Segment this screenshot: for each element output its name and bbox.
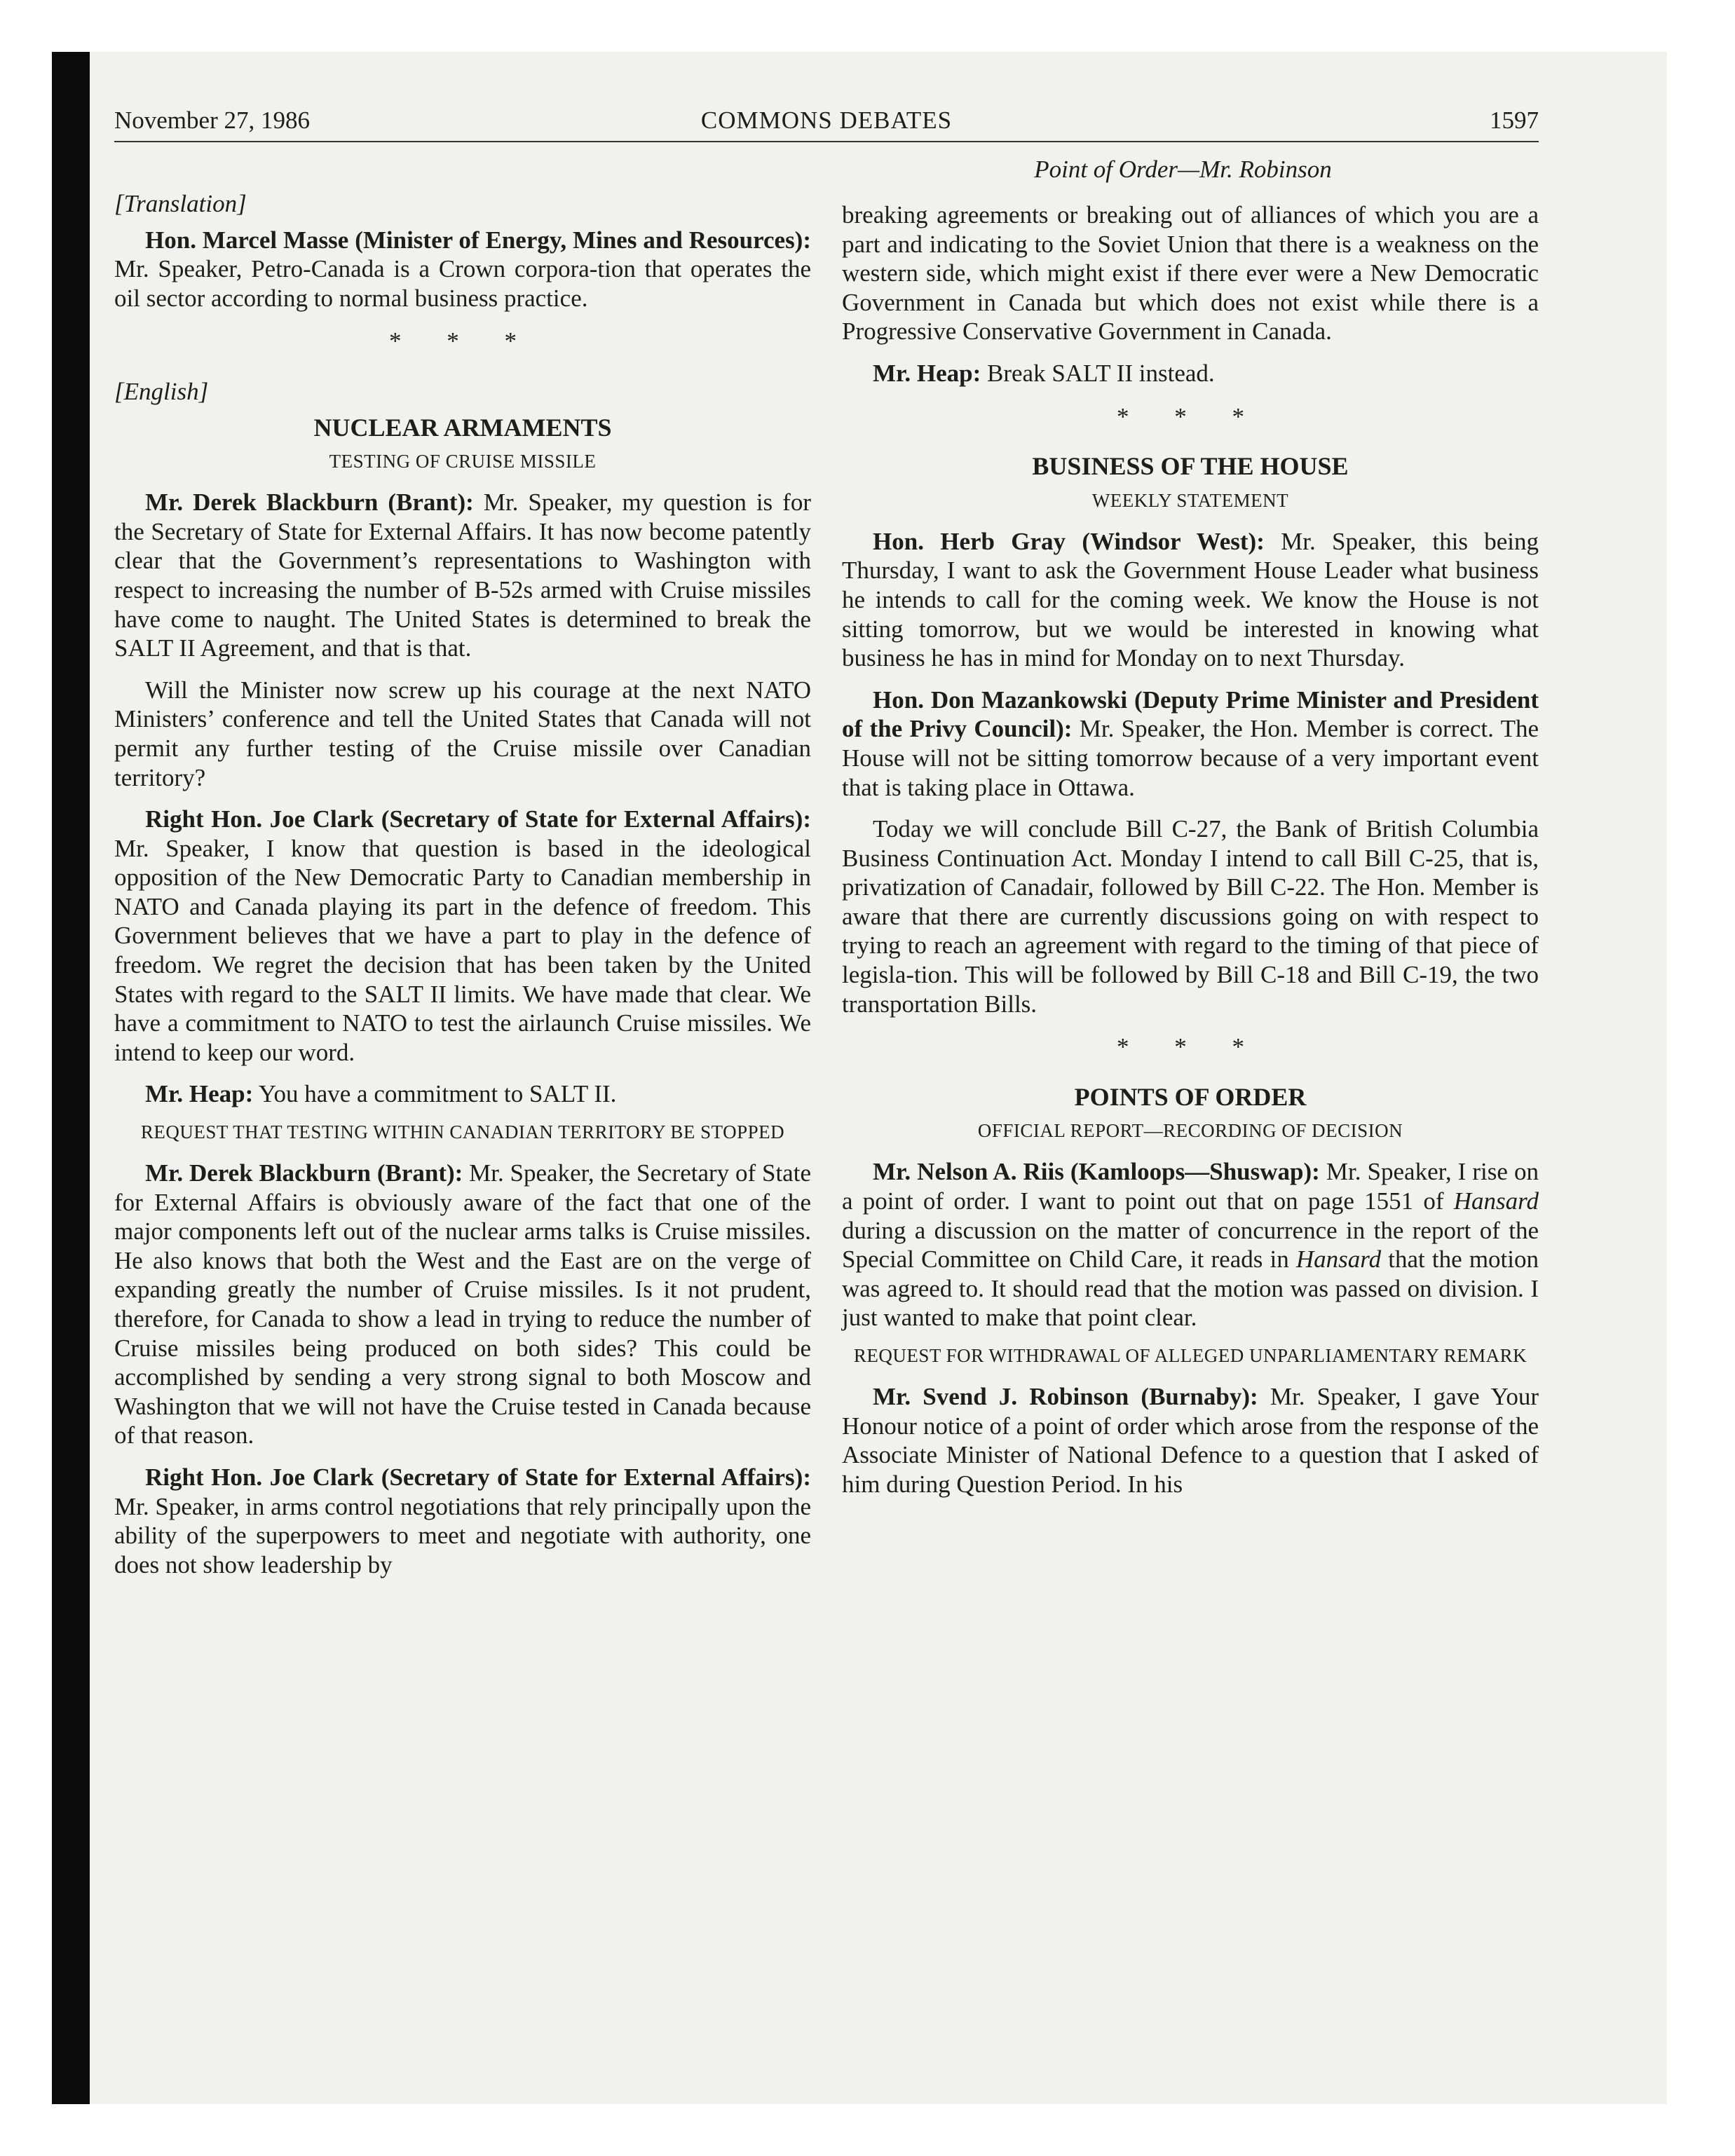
section-subheading: TESTING OF CRUISE MISSILE (329, 451, 597, 472)
speech-text: You have a commitment to SALT II. (253, 1080, 617, 1108)
speaker-name: Hon. Herb Gray (Windsor West): (873, 527, 1265, 555)
speaker-name: Mr. Derek Blackburn (Brant): (145, 1159, 463, 1187)
section-heading: NUCLEAR ARMAMENTS (313, 413, 612, 442)
header-title: COMMONS DEBATES (700, 107, 953, 134)
section-subheading: REQUEST FOR WITHDRAWAL OF ALLEGED UNPARLIAMENTARY REMARK (853, 1345, 1528, 1366)
blackburn-paragraph-2: Will the Minister now screw up his courage at the next NATO Ministers’ conference and tell the United States that Canada will not permit any further testing of the Cruise missile over Canadian territory? (114, 676, 811, 791)
speech-text: Mr. Speaker, I gave Your Honour notice of a point of order which arose from the response of the Associate Minister of National Defence to a question that I asked of him during Question Period. In his (842, 1383, 1539, 1498)
speech-text: Mr. Speaker, I know that question is based in the ideological opposition of the New Democratic Party to Canadian membership in NATO and Canada playing its part in the defence of freedom. This Government believes that we have a part to play in the defence of freedom. We regret the decision that has been taken by the United States with regard to the SALT II limits. We have made that clear. We have a commitment to NATO to test the airlaunch Cruise missiles. We intend to keep our word. (114, 834, 811, 1066)
section-heading: POINTS OF ORDER (1074, 1082, 1307, 1111)
blackburn-paragraph (114, 488, 811, 663)
speaker-name: Mr. Heap: (145, 1080, 254, 1108)
riis-paragraph (842, 1157, 1539, 1332)
speaker-name: Hon. Marcel Masse (Minister of Energy, Mines and Resources): (145, 226, 811, 254)
speech-text: Mr. Speaker, my question is for the Secretary of State for External Affairs. It has now become patently clear that the Government’s representations to Washington with respect to increasing the number of B-52s armed with Cruise missiles have come to naught. The United States is determined to break the SALT II Agreement, and that is that. (114, 489, 811, 662)
speaker-name: Right Hon. Joe Clark (Secretary of State for External Affairs): (145, 1463, 811, 1491)
speaker-name: Right Hon. Joe Clark (Secretary of State for External Affairs): (145, 805, 811, 833)
header-date: November 27, 1986 (114, 107, 310, 134)
header-rule (114, 141, 1539, 142)
speech-text: Break SALT II instead. (981, 359, 1215, 387)
section-subheading: OFFICIAL REPORT—RECORDING OF DECISION (977, 1120, 1403, 1142)
speaker-name: Mr. Nelson A. Riis (Kamloops—Shuswap): (873, 1158, 1320, 1186)
section-subheading: REQUEST THAT TESTING WITHIN CANADIAN TERRITORY BE STOPPED (140, 1121, 785, 1143)
robinson-paragraph (842, 1382, 1539, 1499)
mazankowski-paragraph-2: Today we will conclude Bill C-27, the Bank of British Columbia Business Continuation Act. Monday I intend to call Bill C-25, that is, privatization of Canadair, followed by Bill C-22. The Hon. Member is aware that there are currently discussions going on with respect to trying to reach an agreement with regard to the timing of that piece of legisla-tion. This will be followed by Bill C-18 and Bill C-19, the two transportation Bills. (842, 815, 1539, 1018)
speech-text: Mr. Speaker, in arms control negotiations that rely principally upon the ability of the superpowers to meet and negotiate with authority, one does not show leadership by (114, 1492, 811, 1578)
speaker-name: Mr. Heap: (873, 359, 981, 387)
hansard-title: Hansard (1453, 1187, 1539, 1215)
page-subheader: Point of Order—Mr. Robinson (1034, 156, 1332, 183)
running-head (114, 107, 1539, 146)
blackburn-paragraph-3 (114, 1159, 811, 1450)
right-column (842, 200, 1539, 1511)
binding-edge (52, 52, 90, 2104)
section-break-stars: * * * (1117, 1033, 1264, 1061)
gray-paragraph (842, 527, 1539, 673)
speech-text: that the motion was agreed to. It should read that the motion was passed on division. I just wanted to make that point clear. (842, 1246, 1539, 1332)
speaker-name: Mr. Derek Blackburn (Brant): (145, 489, 474, 517)
left-column (114, 189, 811, 1592)
speaker-name: Mr. Svend J. Robinson (Burnaby): (873, 1383, 1258, 1410)
hansard-title: Hansard (1295, 1246, 1382, 1274)
speech-text: Mr. Speaker, the Hon. Member is correct. The House will not be sitting tomorrow because of a very important event that is taking place in Ottawa. (842, 715, 1539, 801)
masse-paragraph (114, 226, 811, 313)
speech-text: Mr. Speaker, this being Thursday, I want to ask the Government House Leader what business he intends to call for the coming week. We know the House is not sitting tomorrow, but we would be interested in knowing what business he has in mind for Monday on to next Thursday. (842, 527, 1539, 672)
clark-paragraph (114, 805, 811, 1067)
clark-paragraph-2 (114, 1463, 811, 1579)
english-tag: [English] (114, 377, 209, 405)
speech-text: during a discussion on the matter of concurrence in the report of the Special Committee on Child Care, it reads in (842, 1216, 1539, 1274)
section-break-stars: * * * (1117, 402, 1264, 430)
continued-paragraph: breaking agreements or breaking out of alliances of which you are a part and indicating to the Soviet Union that there is a weakness on the western side, which might exist if there ever were a New Democratic Government in Canada but which does not exist while there is a Progressive Conservative Government in Canada. (842, 201, 1539, 346)
section-break-stars: * * * (389, 327, 536, 355)
speech-text: Mr. Speaker, Petro-Canada is a Crown corpora-tion that operates the oil sector according to normal business practice. (114, 255, 811, 312)
translation-tag: [Translation] (114, 190, 247, 217)
heap-paragraph (114, 1079, 811, 1109)
header-page-number: 1597 (1490, 107, 1539, 134)
heap-paragraph (842, 359, 1539, 388)
section-subheading: WEEKLY STATEMENT (1091, 489, 1289, 511)
speaker-name: Hon. Don Mazankowski (Deputy Prime Minister and President of the Privy Council): (842, 685, 1539, 743)
section-heading: BUSINESS OF THE HOUSE (1032, 452, 1349, 481)
mazankowski-paragraph (842, 685, 1539, 802)
speech-text: Mr. Speaker, the Secretary of State for External Affairs is obviously aware of the fact that one of the major components left out of the nuclear arms talks is Cruise missiles. He also knows that both the West and the East are on the verge of expanding greatly the number of Cruise missiles. Is it not prudent, therefore, for Canada to show a lead in trying to reduce the number of Cruise missiles being produced on both sides? This could be accomplished by sending a very strong signal to both Moscow and Washington that we will not have the Cruise tested in Canada because of that reason. (114, 1159, 811, 1449)
speech-text: Mr. Speaker, I rise on a point of order. I want to point out that on page 1551 of (842, 1158, 1539, 1215)
